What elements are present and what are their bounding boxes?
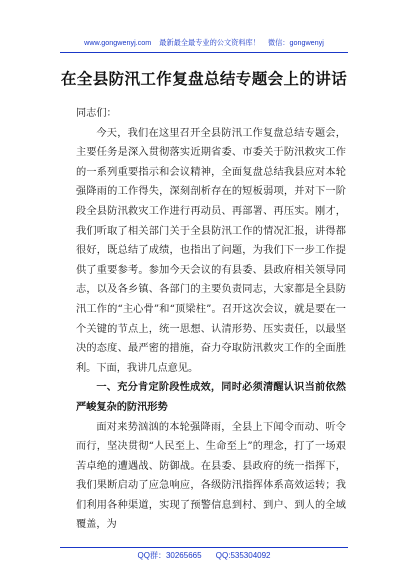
page-footer bbox=[60, 550, 348, 561]
header-slogan: 最新最全最专业的公文资料库！ bbox=[159, 38, 260, 47]
header-site[interactable]: www.gongwenyj.com bbox=[84, 38, 152, 47]
section-heading-1: 一、充分肯定阶段性成效，同时必须清醒认识当前依然严峻复杂的防汛形势 bbox=[76, 382, 346, 413]
document-body bbox=[76, 104, 346, 535]
footer-qq: QQ:535304092 bbox=[215, 551, 271, 560]
document-title: 在全县防汛工作复盘总结专题会上的讲话 bbox=[60, 70, 348, 88]
body-paragraph-section1: 面对来势汹汹的本轮强降雨，全县上下闻令而动、听令而行，坚决贯彻“人民至上、生命至上”的理念，打了一场艰苦卓绝的遭遇战、防御战。在县委、县政府的统一指挥下，我们果断启动了应急响应，各级防汛指挥体系高效运转；我们利用各种渠道，实现了预警信息到村、到户、到人的全域覆盖，为 bbox=[76, 421, 346, 531]
footer-divider bbox=[60, 547, 348, 548]
header-wechat: 微信：gongwenyj bbox=[267, 38, 324, 47]
body-paragraph-intro: 今天，我们在这里召开全县防汛工作复盘总结专题会，主要任务是深入贯彻落实近期省委、市委关于防汛救灾工作的一系列重要指示和会议精神，全面复盘总结我县应对本轮强降雨的工作得失，深刻剖析存在的短板弱项，并对下一阶段全县防汛救灾工作进行再动员、再部署、再压实。刚才，我们听取了相关部门关于全县防汛工作的情况汇报，讲得都很好，既总结了成绩，也指出了问题，为我们下一步工作提供了重要参考。参加今天会议的有县委、县政府相关领导同志，以及各乡镇、各部门的主要负责同志，大家都是全县防汛工作的“主心骨”和“顶梁柱”。召开这次会议，就是要在一个关键的节点上，统一思想、认清形势、压实责任，以最坚决的态度、最严密的措施，奋力夺取防汛救灾工作的全面胜利。下面，我讲几点意见。 bbox=[76, 127, 346, 374]
page-header bbox=[60, 38, 348, 52]
footer-qq-group: QQ群：30265665 bbox=[137, 551, 202, 560]
salutation: 同志们： bbox=[76, 108, 117, 119]
header-divider bbox=[60, 52, 348, 53]
